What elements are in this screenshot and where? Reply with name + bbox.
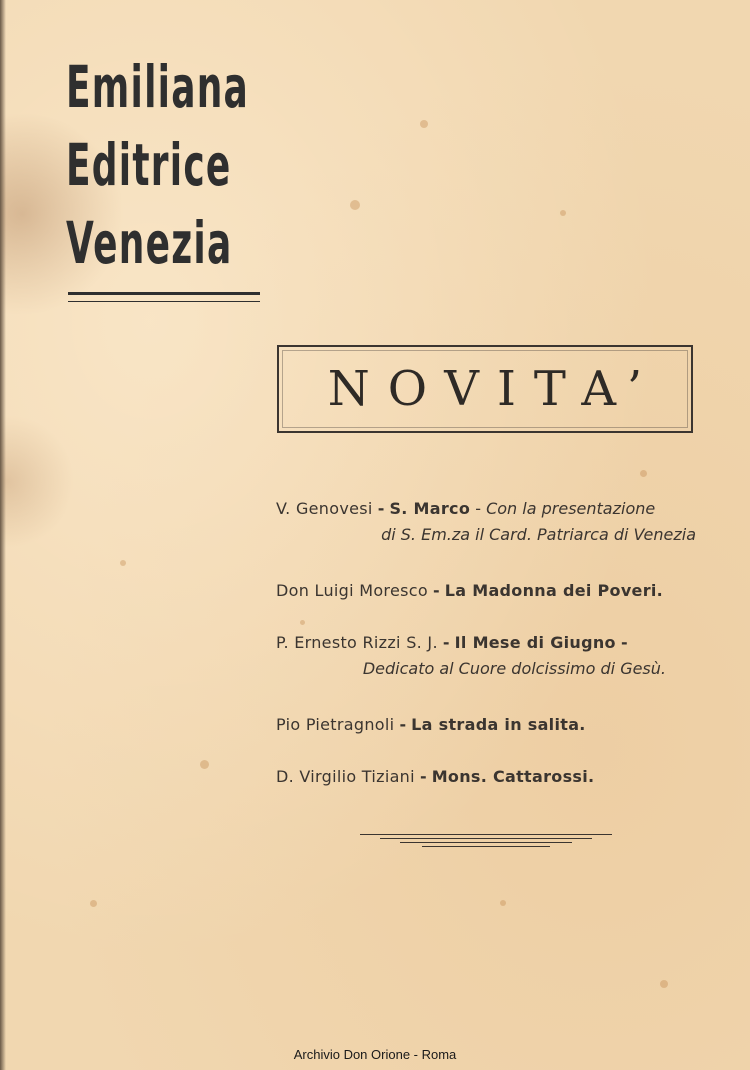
separator: - bbox=[399, 715, 407, 734]
foxing-spot bbox=[90, 900, 97, 907]
foxing-spot bbox=[560, 210, 566, 216]
book-note: Con la presentazione bbox=[486, 499, 656, 518]
book-author: V. Genovesi bbox=[276, 499, 373, 518]
publisher-line-3: Venezia bbox=[66, 209, 233, 277]
book-author: D. Virgilio Tiziani bbox=[276, 767, 415, 786]
foxing-spot bbox=[200, 760, 209, 769]
section-title-box bbox=[277, 345, 693, 433]
book-entry bbox=[276, 764, 700, 794]
book-title: La Madonna dei Poveri. bbox=[444, 581, 664, 600]
foxing-spot bbox=[350, 200, 360, 210]
publisher-line-2: Editrice bbox=[66, 131, 232, 199]
book-title: Mons. Cattarossi. bbox=[431, 767, 595, 786]
foxing-spot bbox=[120, 560, 126, 566]
foxing-spot bbox=[660, 980, 668, 988]
separator: - bbox=[419, 767, 427, 786]
separator: - bbox=[475, 499, 481, 518]
book-title: Il Mese di Giugno bbox=[454, 633, 616, 652]
book-entry bbox=[276, 712, 700, 764]
book-author: P. Ernesto Rizzi S. J. bbox=[276, 633, 438, 652]
book-author: Don Luigi Moresco bbox=[276, 581, 428, 600]
archive-footer: Archivio Don Orione - Roma bbox=[293, 1047, 457, 1062]
book-author: Pio Pietragnoli bbox=[276, 715, 395, 734]
decorative-rule bbox=[360, 832, 612, 852]
book-title: La strada in salita. bbox=[411, 715, 586, 734]
book-entry bbox=[276, 578, 700, 630]
foxing-spot bbox=[420, 120, 428, 128]
separator: - bbox=[433, 581, 440, 600]
separator: - bbox=[620, 633, 628, 652]
book-entry bbox=[276, 630, 700, 712]
book-list bbox=[276, 496, 700, 794]
publisher-underline bbox=[68, 292, 260, 302]
separator: - bbox=[442, 633, 450, 652]
book-entry bbox=[276, 496, 700, 578]
separator: - bbox=[377, 499, 385, 518]
book-spine-shadow bbox=[0, 0, 6, 1070]
section-title: NOVITA’ bbox=[327, 361, 661, 417]
book-note-continued: di S. Em.za il Card. Patriarca di Venezia bbox=[381, 525, 696, 544]
book-note-continued: Dedicato al Cuore dolcissimo di Gesù. bbox=[362, 659, 666, 678]
foxing-spot bbox=[640, 470, 647, 477]
foxing-spot bbox=[500, 900, 506, 906]
book-title: S. Marco bbox=[389, 499, 471, 518]
publisher-line-1: Emiliana bbox=[66, 53, 250, 121]
publisher-name bbox=[66, 48, 262, 282]
